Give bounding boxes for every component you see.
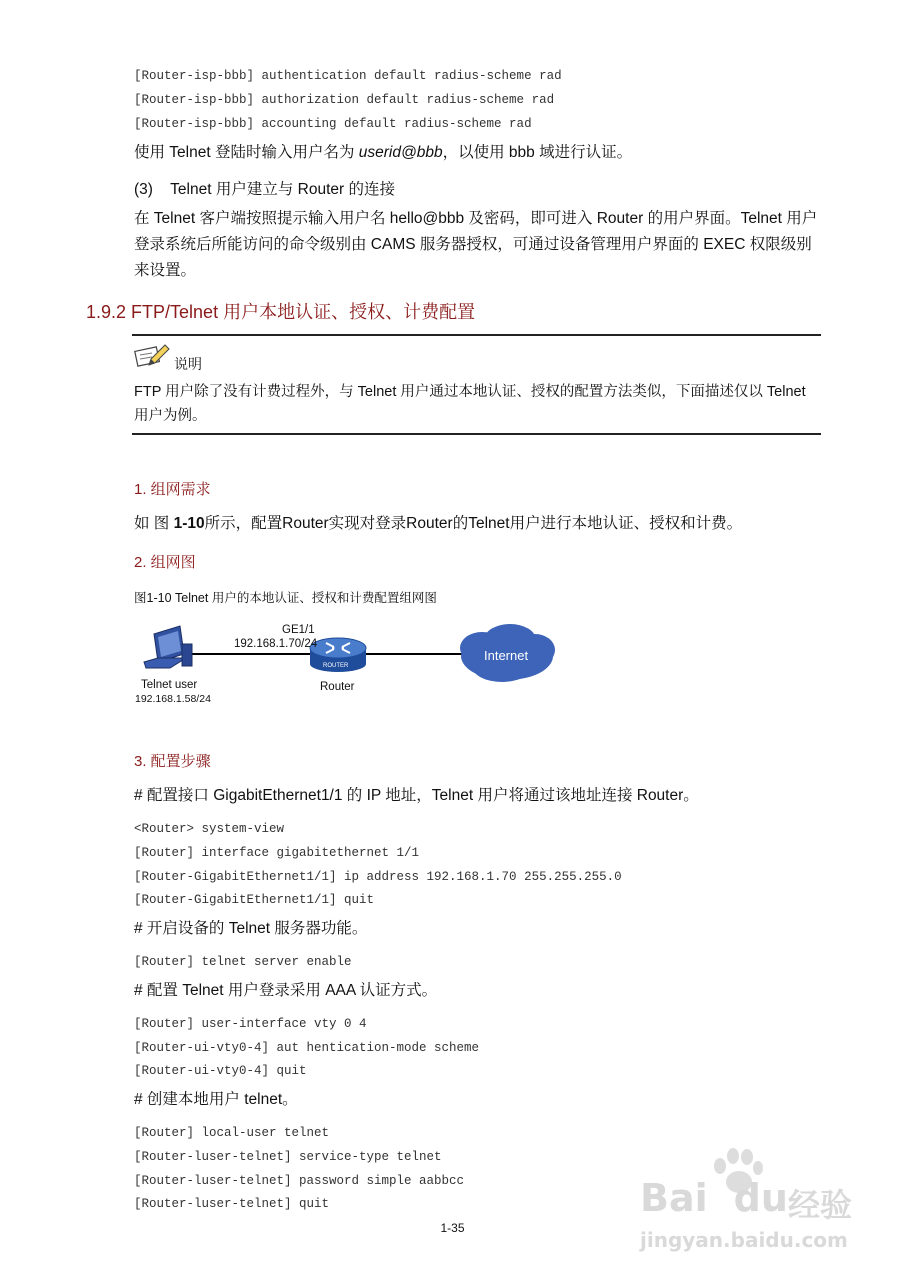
watermark-brand bbox=[640, 1176, 788, 1220]
text: Bai bbox=[640, 1176, 708, 1220]
note-icon bbox=[134, 343, 172, 367]
router-badge: ROUTER bbox=[323, 663, 349, 669]
step-heading: (3) Telnet 用户建立与 Router 的连接 bbox=[134, 181, 395, 198]
heading-steps: 3. 配置步骤 bbox=[134, 753, 211, 770]
code-line: [Router-luser-telnet] password simple aabbcc bbox=[134, 1174, 465, 1188]
user-label: Telnet user bbox=[141, 679, 198, 691]
text: 如 图 bbox=[134, 515, 174, 532]
baidu-watermark bbox=[640, 1150, 870, 1265]
paragraph-requirements bbox=[134, 514, 742, 534]
italic-username: userid@bbb bbox=[358, 144, 443, 161]
code-line: [Router-ui-vty0-4] aut hentication-mode scheme bbox=[134, 1041, 480, 1055]
interface-label: GE1/1 bbox=[282, 624, 315, 636]
code-line: [Router-luser-telnet] service-type telnet bbox=[134, 1150, 442, 1164]
text: du bbox=[733, 1176, 788, 1220]
code-line: <Router> system-view bbox=[134, 822, 285, 836]
section-title: 1.9.2 FTP/Telnet 用户本地认证、授权、计费配置 bbox=[86, 302, 476, 322]
code-line: [Router-isp-bbb] accounting default radius-scheme rad bbox=[134, 117, 532, 131]
figure-caption: 图1-10 Telnet 用户的本地认证、授权和计费配置组网图 bbox=[134, 591, 437, 605]
paragraph-login bbox=[134, 143, 632, 163]
router-ip-label: 192.168.1.70/24 bbox=[234, 638, 318, 650]
watermark-cn: 经验 bbox=[788, 1186, 853, 1224]
user-ip-label: 192.168.1.58/24 bbox=[135, 693, 211, 705]
watermark-url: jingyan.baidu.com bbox=[640, 1228, 848, 1252]
code-line: [Router-isp-bbb] authentication default radius-scheme rad bbox=[134, 69, 562, 83]
code-line: [Router] telnet server enable bbox=[134, 955, 352, 969]
code-line: [Router-GigabitEthernet1/1] quit bbox=[134, 893, 375, 907]
text: 所示，配置Router实现对登录Router的Telnet用户进行本地认证、授权和计费。 bbox=[204, 515, 743, 532]
comment-user: # 创建本地用户 telnet。 bbox=[134, 1091, 298, 1108]
note-label: 说明 bbox=[174, 356, 202, 372]
heading-requirements: 1. 组网需求 bbox=[134, 481, 211, 498]
code-line: [Router-ui-vty0-4] quit bbox=[134, 1064, 307, 1078]
router-label: Router bbox=[320, 681, 355, 693]
code-line: [Router-luser-telnet] quit bbox=[134, 1197, 330, 1211]
text: ，以使用 bbb 域进行认证。 bbox=[442, 144, 633, 161]
code-line: [Router-GigabitEthernet1/1] ip address 192.168.1.70 255.255.255.0 bbox=[134, 870, 622, 884]
code-line: [Router] interface gigabitethernet 1/1 bbox=[134, 846, 420, 860]
comment-aaa: # 配置 Telnet 用户登录采用 AAA 认证方式。 bbox=[134, 982, 438, 999]
heading-diagram: 2. 组网图 bbox=[134, 554, 196, 571]
note-text: FTP 用户除了没有计费过程外，与 Telnet 用户通过本地认证、授权的配置方法类似，下面描述仅以 Telnet 用户为例。 bbox=[134, 384, 806, 424]
comment-telnet: # 开启设备的 Telnet 服务器功能。 bbox=[134, 920, 368, 937]
text: 使用 Telnet 登陆时输入用户名为 bbox=[134, 144, 359, 161]
code-line: [Router] user-interface vty 0 4 bbox=[134, 1017, 367, 1031]
figure-reference: 1-10 bbox=[173, 515, 205, 532]
page-number: 1-35 bbox=[440, 1221, 465, 1235]
pc-icon bbox=[144, 626, 192, 668]
comment-ip: # 配置接口 GigabitEthernet1/1 的 IP 地址，Telnet 用户将通过该地址连接 Router。 bbox=[134, 787, 699, 804]
code-line: [Router] local-user telnet bbox=[134, 1126, 330, 1140]
network-diagram bbox=[130, 618, 570, 718]
code-line: [Router-isp-bbb] authorization default radius-scheme rad bbox=[134, 93, 555, 107]
note-top-rule bbox=[132, 334, 821, 336]
note-bottom-rule bbox=[132, 433, 821, 435]
internet-label: Internet bbox=[484, 648, 529, 663]
paragraph-client: 在 Telnet 客户端按照提示输入用户名 hello@bbb 及密码，即可进入 Router 的用户界面。Telnet 用户登录系统后所能访问的命令级别由 CAMS 服务器授权，可通过设备管理用户界面的 EXEC 权限级别来设置。 bbox=[134, 210, 818, 279]
